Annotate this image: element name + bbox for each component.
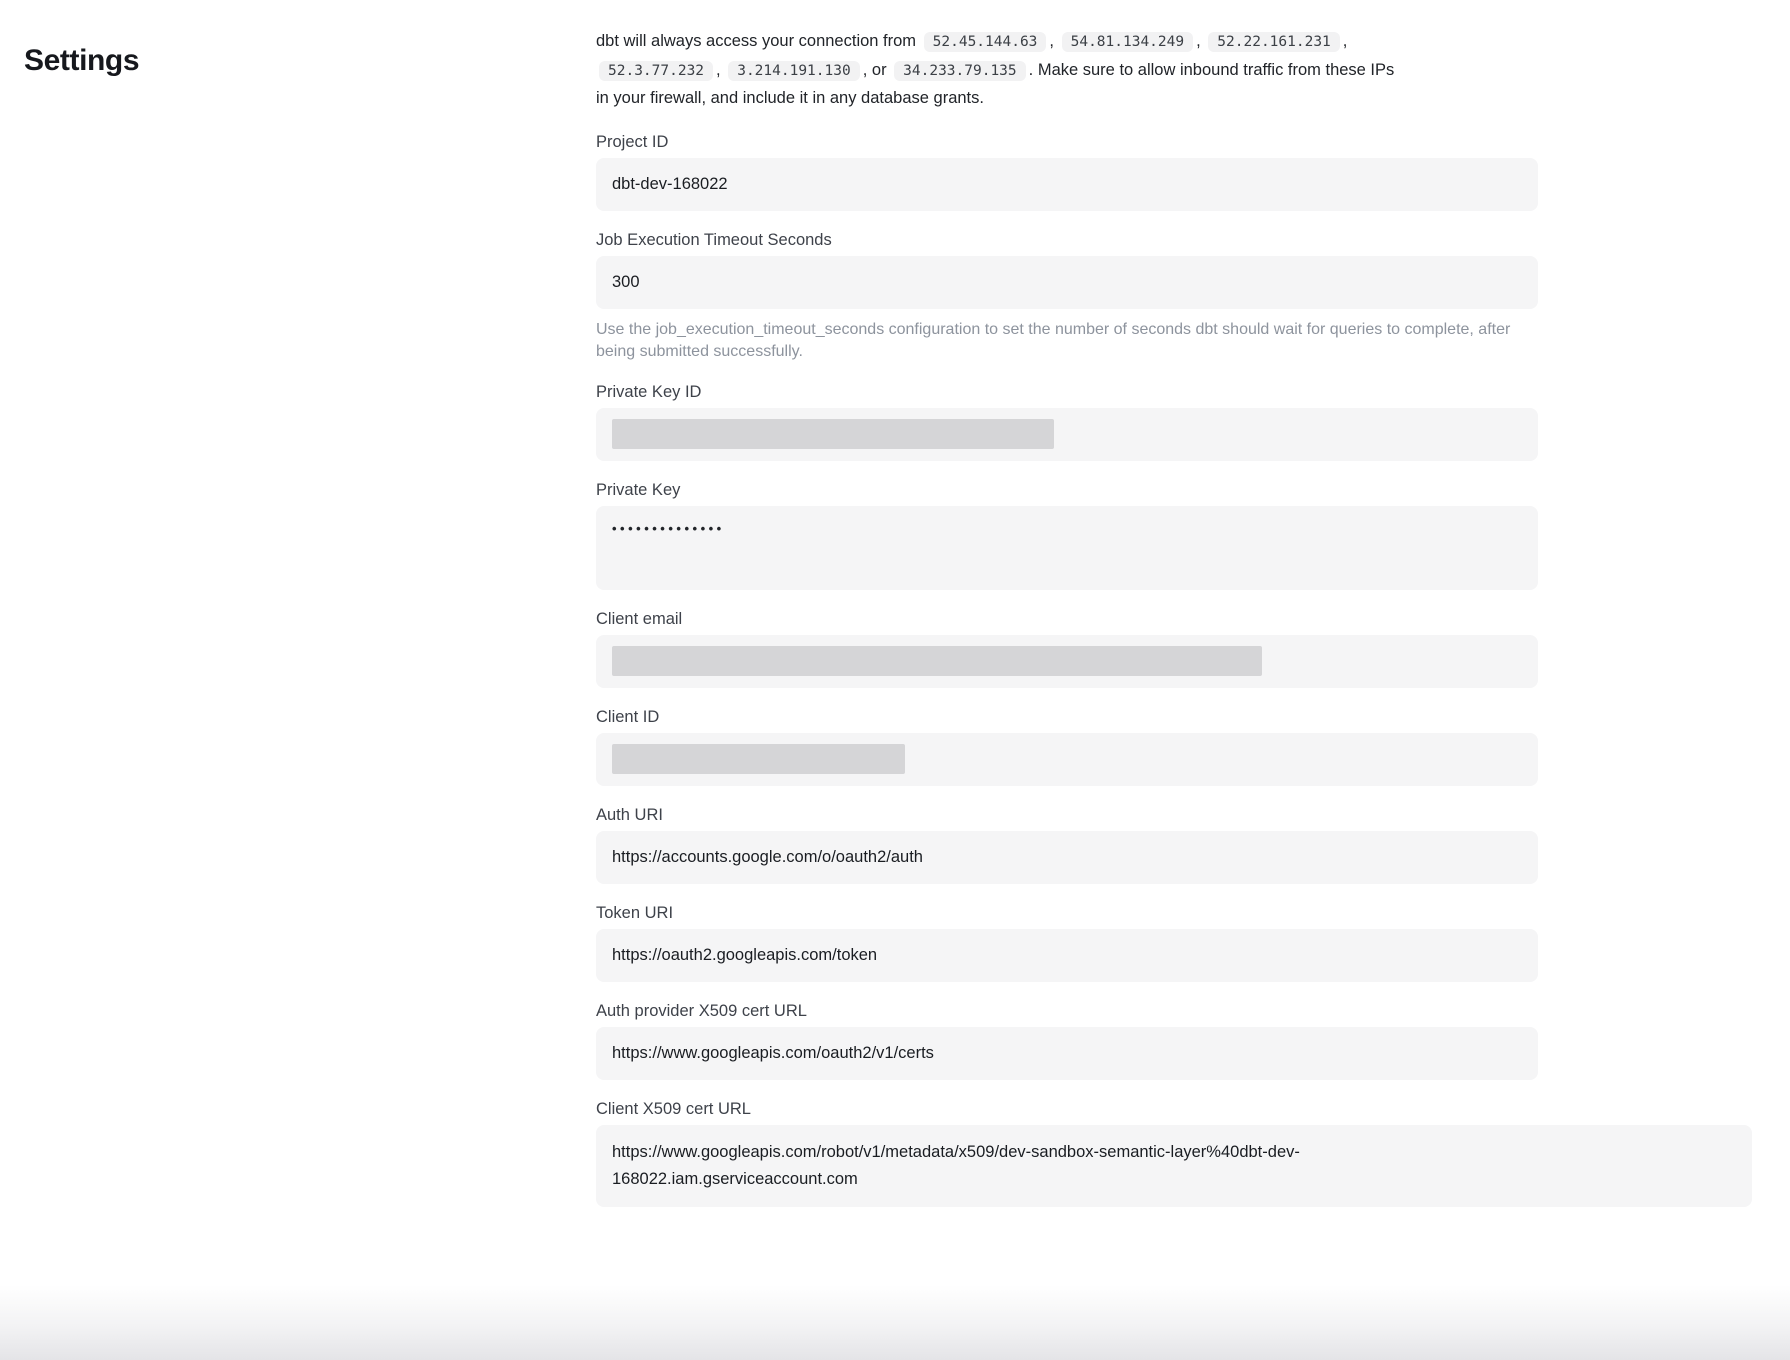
ip-address-chip: 54.81.134.249 bbox=[1062, 32, 1194, 52]
job-timeout-value: 300 bbox=[612, 272, 640, 291]
field-group-project-id bbox=[596, 133, 1538, 211]
private-key-masked-value: •••••••••••••• bbox=[612, 520, 725, 536]
client-id-label: Client ID bbox=[596, 707, 660, 726]
redacted-value-bar bbox=[612, 744, 905, 774]
project-id-value: dbt-dev-168022 bbox=[612, 174, 728, 193]
field-group-client-email bbox=[596, 610, 1538, 688]
redacted-value-bar bbox=[612, 419, 1054, 449]
token-uri-label: Token URI bbox=[596, 903, 674, 922]
private-key-input[interactable] bbox=[596, 506, 1538, 590]
token-uri-value: https://oauth2.googleapis.com/token bbox=[612, 945, 878, 964]
ip-address-chip: 52.45.144.63 bbox=[924, 32, 1047, 52]
ip-separator-or: , or bbox=[862, 60, 887, 79]
auth-provider-cert-url-input[interactable] bbox=[596, 1027, 1538, 1080]
field-group-private-key-id bbox=[596, 383, 1538, 461]
ip-separator: , bbox=[1049, 32, 1055, 50]
private-key-id-input[interactable] bbox=[596, 408, 1538, 461]
auth-provider-cert-url-label: Auth provider X509 cert URL bbox=[596, 1001, 807, 1020]
ip-separator: , bbox=[716, 60, 721, 79]
ip-notice-lead: dbt will always access your connection from bbox=[596, 32, 917, 50]
auth-provider-cert-url-value: https://www.googleapis.com/oauth2/v1/certs bbox=[612, 1043, 934, 1062]
ip-separator: , bbox=[1342, 32, 1348, 50]
project-id-label: Project ID bbox=[596, 132, 669, 151]
field-group-token-uri bbox=[596, 904, 1538, 982]
private-key-label: Private Key bbox=[596, 480, 681, 499]
field-group-client-id bbox=[596, 708, 1538, 786]
client-cert-url-value-line-1: https://www.googleapis.com/robot/v1/metadata/x509/dev-sandbox-semantic-layer%40dbt-dev- bbox=[612, 1142, 1300, 1161]
field-group-job-timeout bbox=[596, 231, 1538, 363]
ip-notice-tail-1: . Make sure to allow inbound traffic from these IPs bbox=[1028, 60, 1395, 79]
client-cert-url-label: Client X509 cert URL bbox=[596, 1099, 751, 1118]
connection-ip-notice bbox=[596, 28, 1538, 113]
ip-separator: , bbox=[1196, 32, 1201, 50]
ip-notice-tail-2: in your firewall, and include it in any database grants. bbox=[596, 89, 984, 107]
auth-uri-label: Auth URI bbox=[596, 805, 663, 824]
ip-address-chip: 52.22.161.231 bbox=[1208, 32, 1340, 52]
connection-settings-panel bbox=[596, 28, 1538, 1207]
client-cert-url-input[interactable] bbox=[596, 1125, 1752, 1207]
field-group-auth-uri bbox=[596, 806, 1538, 884]
client-email-input[interactable] bbox=[596, 635, 1538, 688]
client-id-input[interactable] bbox=[596, 733, 1538, 786]
bottom-scroll-fade bbox=[0, 1285, 1790, 1360]
private-key-id-label: Private Key ID bbox=[596, 382, 702, 401]
project-id-input[interactable] bbox=[596, 158, 1538, 211]
client-cert-url-value-line-2: 168022.iam.gserviceaccount.com bbox=[612, 1169, 858, 1188]
redacted-value-bar bbox=[612, 646, 1262, 676]
field-group-client-cert-url bbox=[596, 1100, 1538, 1207]
ip-address-chip: 3.214.191.130 bbox=[728, 61, 860, 81]
field-group-private-key bbox=[596, 481, 1538, 590]
auth-uri-value: https://accounts.google.com/o/oauth2/auth bbox=[612, 847, 923, 866]
ip-address-chip: 52.3.77.232 bbox=[599, 61, 713, 81]
job-timeout-help-text: Use the job_execution_timeout_seconds configuration to set the number of seconds dbt should wait for queries to complete, after being submitted successfully. bbox=[596, 320, 1511, 360]
ip-address-chip: 34.233.79.135 bbox=[894, 61, 1026, 81]
client-email-label: Client email bbox=[596, 609, 683, 628]
token-uri-input[interactable] bbox=[596, 929, 1538, 982]
job-timeout-label: Job Execution Timeout Seconds bbox=[596, 230, 832, 249]
field-group-auth-provider-cert-url bbox=[596, 1002, 1538, 1080]
job-timeout-input[interactable] bbox=[596, 256, 1538, 309]
page-title: Settings bbox=[24, 44, 140, 78]
auth-uri-input[interactable] bbox=[596, 831, 1538, 884]
